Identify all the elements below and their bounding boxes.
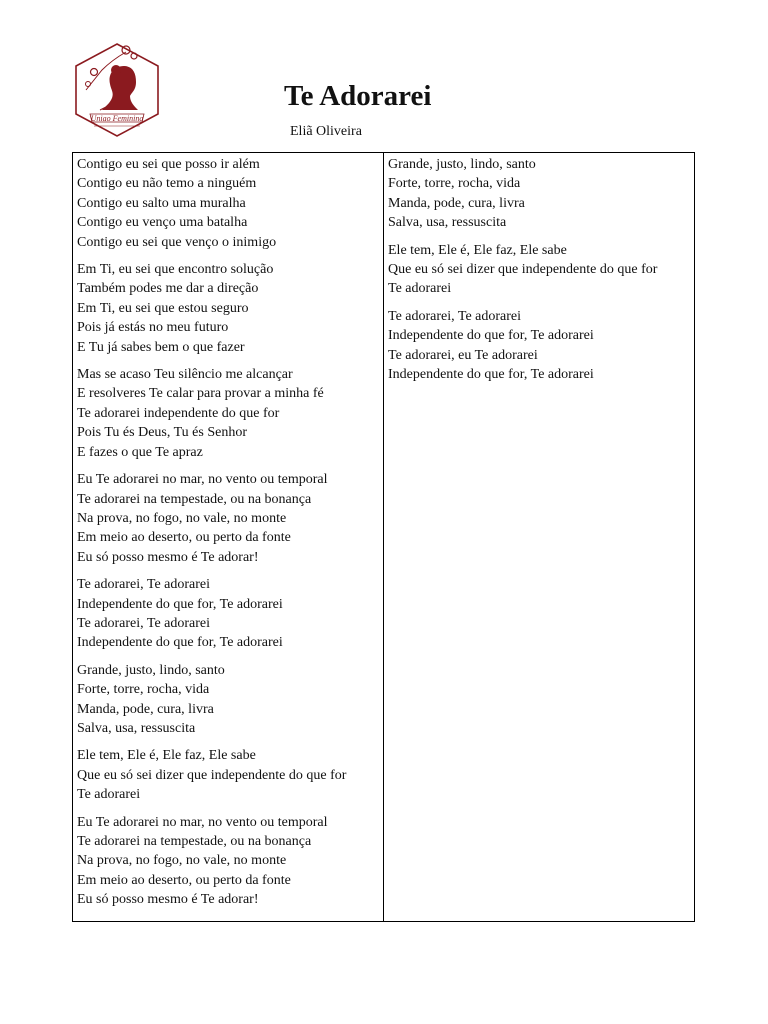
lyric-line: Salva, usa, ressuscita <box>388 215 507 231</box>
lyric-line: Contigo eu venço uma batalha <box>77 215 248 231</box>
lyric-line: Te adorarei na tempestade, ou na bonança <box>77 834 312 849</box>
lyric-line: Em Ti, eu sei que encontro solução <box>77 262 274 278</box>
lyric-line: Mas se acaso Teu silêncio me alcançar <box>77 367 293 383</box>
lyric-line: Que eu só sei dizer que independente do que for <box>77 767 347 783</box>
lyric-line: Forte, torre, rocha, vida <box>388 176 521 192</box>
lyric-line: Forte, torre, rocha, vida <box>77 682 210 698</box>
lyric-line: Te adorarei, Te adorarei <box>388 308 522 324</box>
stanza <box>388 241 690 299</box>
lyric-line: Também podes me dar a direção <box>77 281 259 297</box>
stanza <box>77 813 379 910</box>
lyric-line: Na prova, no fogo, no vale, no monte <box>77 510 287 526</box>
lyric-line: Manda, pode, cura, livra <box>77 701 214 717</box>
lyric-line: Eu Te adorarei no mar, no vento ou temporal <box>77 472 328 488</box>
lyric-line: Te adorarei, Te adorarei <box>77 577 211 593</box>
lyric-line: Contigo eu não temo a ninguém <box>77 176 257 192</box>
lyric-line: Te adorarei independente do que for <box>77 405 280 421</box>
lyric-line: Ele tem, Ele é, Ele faz, Ele sabe <box>388 242 567 258</box>
song-author: Eliã Oliveira <box>290 124 362 139</box>
lyrics-left-column <box>73 153 384 921</box>
lyric-line: Te adorarei na tempestade, ou na bonança <box>77 491 312 507</box>
lyric-line: Pois já estás no meu futuro <box>77 320 229 336</box>
logo-text: Uniao Feminina <box>90 114 144 123</box>
lyric-line: E Tu já sabes bem o que fazer <box>77 339 245 355</box>
lyric-line: Independente do que for, Te adorarei <box>77 596 283 612</box>
stanza <box>77 470 379 567</box>
lyric-line: Contigo eu sei que posso ir além <box>77 157 260 172</box>
song-title: Te Adorarei <box>284 80 432 112</box>
lyric-line: Eu só posso mesmo é Te adorar! <box>77 892 259 908</box>
stanza <box>77 661 379 739</box>
lyric-line: Independente do que for, Te adorarei <box>77 635 283 651</box>
stanza <box>77 365 379 462</box>
lyric-line: Salva, usa, ressuscita <box>77 720 196 736</box>
lyric-line: Te adorarei <box>77 787 141 803</box>
lyric-line: Em meio ao deserto, ou perto da fonte <box>77 530 291 546</box>
lyric-line: Eu Te adorarei no mar, no vento ou temporal <box>77 814 328 830</box>
uniao-feminina-logo <box>72 40 162 140</box>
lyric-line: Grande, justo, lindo, santo <box>77 662 225 678</box>
lyric-line: Manda, pode, cura, livra <box>388 195 525 211</box>
lyric-line: Pois Tu és Deus, Tu és Senhor <box>77 425 247 441</box>
stanza <box>77 575 379 653</box>
lyric-line: Contigo eu salto uma muralha <box>77 195 246 211</box>
stanza <box>388 307 690 385</box>
stanza <box>388 155 690 233</box>
lyric-line: Independente do que for, Te adorarei <box>388 367 594 383</box>
lyric-line: E fazes o que Te apraz <box>77 444 203 460</box>
lyric-line: Independente do que for, Te adorarei <box>388 328 594 344</box>
lyric-line: Contigo eu sei que venço o inimigo <box>77 234 277 250</box>
lyric-line: Em meio ao deserto, ou perto da fonte <box>77 872 291 888</box>
lyric-line: Ele tem, Ele é, Ele faz, Ele sabe <box>77 748 256 764</box>
lyric-line: Na prova, no fogo, no vale, no monte <box>77 853 287 869</box>
lyric-line: Que eu só sei dizer que independente do que for <box>388 262 658 278</box>
lyric-line: Te adorarei <box>388 281 452 297</box>
lyric-line: Te adorarei, Te adorarei <box>77 615 211 631</box>
lyric-line: Grande, justo, lindo, santo <box>388 157 536 172</box>
lyric-line: Em Ti, eu sei que estou seguro <box>77 300 249 316</box>
lyrics-table <box>72 152 695 922</box>
stanza <box>77 746 379 804</box>
lyric-line: Eu só posso mesmo é Te adorar! <box>77 549 259 565</box>
stanza <box>77 155 379 252</box>
lyrics-right-column <box>384 153 694 921</box>
lyric-line: Te adorarei, eu Te adorarei <box>388 347 538 363</box>
lyric-line: E resolveres Te calar para provar a minha fé <box>77 386 324 402</box>
stanza <box>77 260 379 357</box>
